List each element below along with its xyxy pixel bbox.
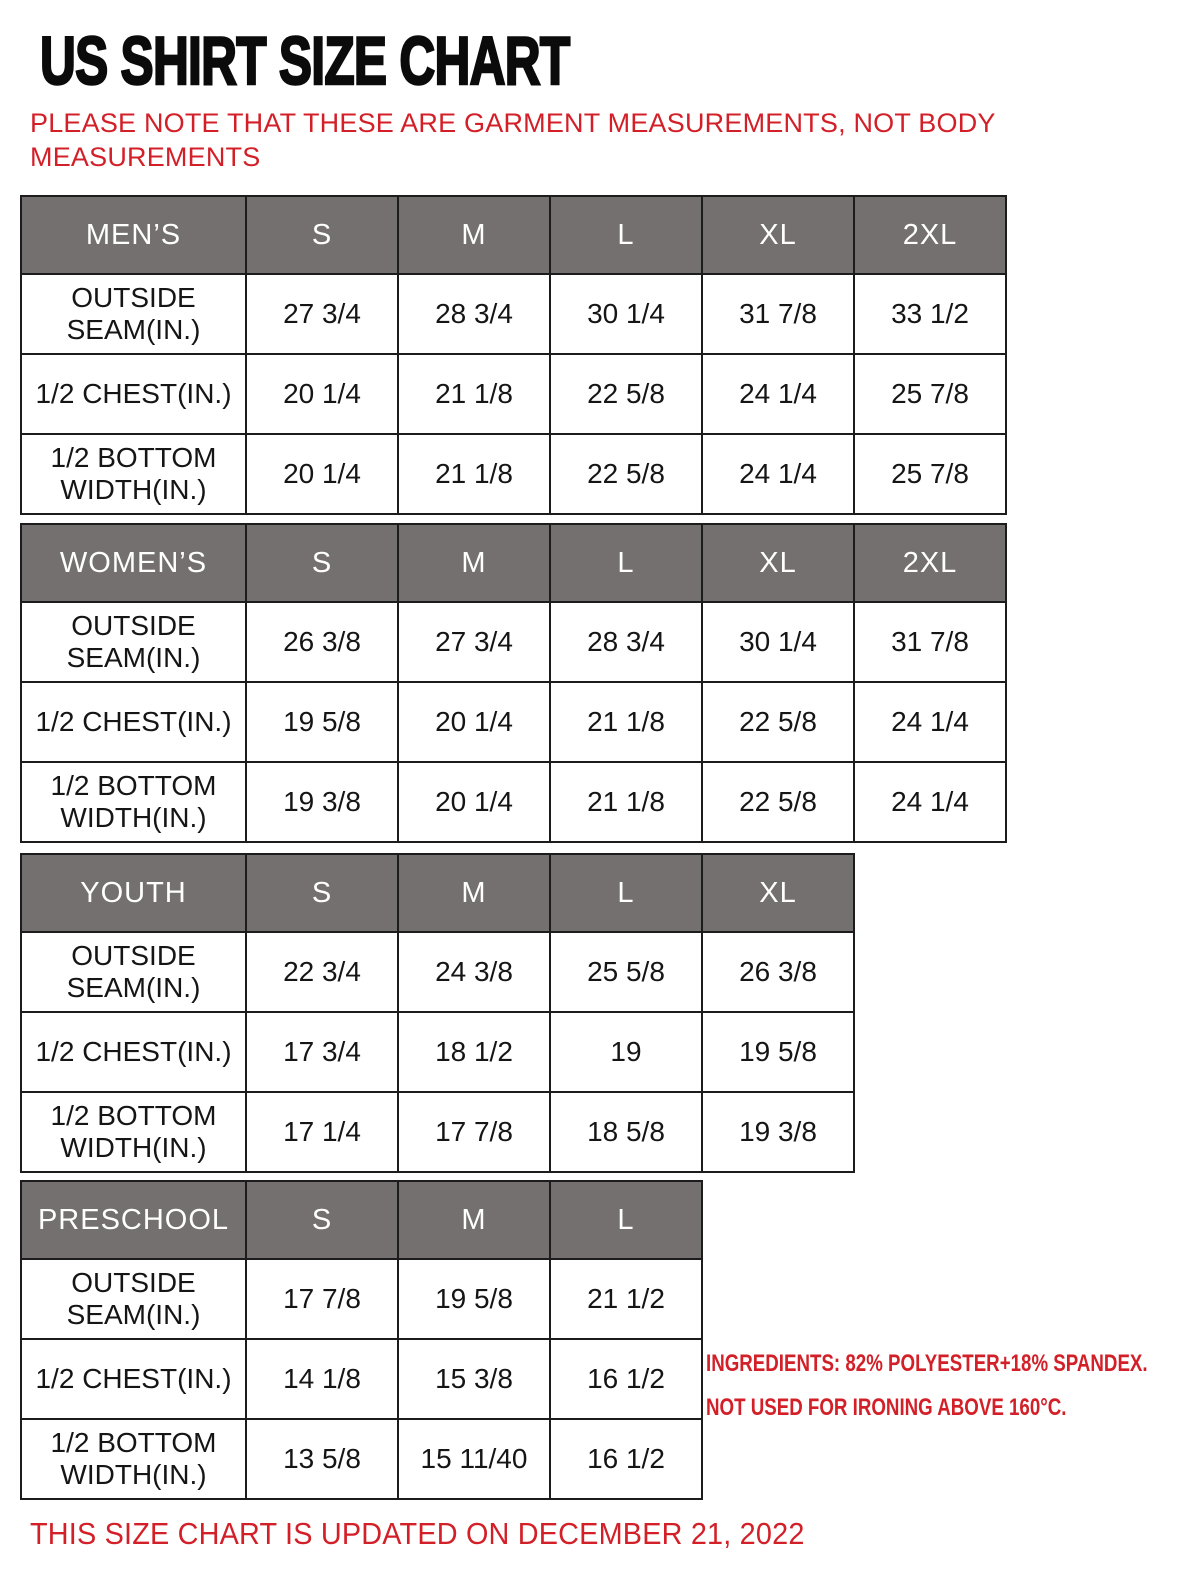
size-value-cell: 33 1/2 <box>854 274 1006 354</box>
size-value-cell: 25 5/8 <box>550 932 702 1012</box>
size-value-cell: 17 3/4 <box>246 1012 398 1092</box>
category-header-cell: PRESCHOOL <box>21 1181 246 1259</box>
row-label-cell: 1/2 BOTTOM WIDTH(IN.) <box>21 1092 246 1172</box>
size-value-cell: 17 7/8 <box>398 1092 550 1172</box>
size-value-cell: 21 1/8 <box>550 762 702 842</box>
table-header-row <box>21 524 1006 602</box>
row-label-cell: OUTSIDE SEAM(IN.) <box>21 274 246 354</box>
size-value-cell: 19 3/8 <box>702 1092 854 1172</box>
size-value-cell: 17 1/4 <box>246 1092 398 1172</box>
table-row <box>21 1419 702 1499</box>
size-header-cell: S <box>246 1181 398 1259</box>
ingredients-line: INGREDIENTS: 82% POLYESTER+18% SPANDEX. <box>706 1350 1148 1377</box>
size-header-cell: L <box>550 1181 702 1259</box>
size-header-cell: M <box>398 854 550 932</box>
category-header-cell: MEN’S <box>21 196 246 274</box>
size-value-cell: 20 1/4 <box>398 682 550 762</box>
update-date-note: THIS SIZE CHART IS UPDATED ON DECEMBER 21, 2022 <box>30 1516 805 1551</box>
size-header-cell: L <box>550 854 702 932</box>
size-value-cell: 24 3/8 <box>398 932 550 1012</box>
table-row <box>21 1092 854 1172</box>
table-row <box>21 682 1006 762</box>
page-title: US SHIRT SIZE CHART <box>40 23 570 99</box>
table-row <box>21 1339 702 1419</box>
size-value-cell: 19 <box>550 1012 702 1092</box>
table-row <box>21 602 1006 682</box>
row-label-cell: 1/2 CHEST(IN.) <box>21 1339 246 1419</box>
size-header-cell: XL <box>702 196 854 274</box>
size-value-cell: 22 5/8 <box>702 682 854 762</box>
size-header-cell: M <box>398 196 550 274</box>
size-value-cell: 24 1/4 <box>854 682 1006 762</box>
size-value-cell: 19 3/8 <box>246 762 398 842</box>
size-value-cell: 18 5/8 <box>550 1092 702 1172</box>
size-value-cell: 15 11/40 <box>398 1419 550 1499</box>
size-value-cell: 26 3/8 <box>246 602 398 682</box>
size-header-cell: M <box>398 1181 550 1259</box>
size-value-cell: 18 1/2 <box>398 1012 550 1092</box>
ironing-warning-line: NOT USED FOR IRONING ABOVE 160°C. <box>706 1394 1067 1421</box>
size-value-cell: 21 1/2 <box>550 1259 702 1339</box>
row-label-cell: OUTSIDE SEAM(IN.) <box>21 932 246 1012</box>
preschool-size-table <box>20 1180 703 1500</box>
row-label-cell: 1/2 CHEST(IN.) <box>21 1012 246 1092</box>
womens-size-table <box>20 523 1007 843</box>
row-label-cell: 1/2 CHEST(IN.) <box>21 354 246 434</box>
size-value-cell: 22 5/8 <box>702 762 854 842</box>
size-value-cell: 20 1/4 <box>246 434 398 514</box>
row-label-cell: OUTSIDE SEAM(IN.) <box>21 1259 246 1339</box>
size-value-cell: 14 1/8 <box>246 1339 398 1419</box>
size-value-cell: 30 1/4 <box>550 274 702 354</box>
size-value-cell: 22 5/8 <box>550 354 702 434</box>
size-header-cell: XL <box>702 524 854 602</box>
size-value-cell: 31 7/8 <box>702 274 854 354</box>
size-value-cell: 20 1/4 <box>398 762 550 842</box>
ingredients-note <box>706 1342 1148 1430</box>
row-label-cell: 1/2 BOTTOM WIDTH(IN.) <box>21 762 246 842</box>
size-header-cell: L <box>550 524 702 602</box>
row-label-cell: 1/2 CHEST(IN.) <box>21 682 246 762</box>
garment-measurements-note: PLEASE NOTE THAT THESE ARE GARMENT MEASUREMENTS, NOT BODY MEASUREMENTS <box>30 108 996 172</box>
size-value-cell: 13 5/8 <box>246 1419 398 1499</box>
size-header-cell: L <box>550 196 702 274</box>
table-row <box>21 1012 854 1092</box>
size-value-cell: 20 1/4 <box>246 354 398 434</box>
size-value-cell: 28 3/4 <box>550 602 702 682</box>
size-value-cell: 24 1/4 <box>702 354 854 434</box>
size-value-cell: 21 1/8 <box>398 434 550 514</box>
size-value-cell: 24 1/4 <box>854 762 1006 842</box>
size-value-cell: 25 7/8 <box>854 354 1006 434</box>
table-header-row <box>21 854 854 932</box>
table-row <box>21 762 1006 842</box>
mens-size-table <box>20 195 1007 515</box>
size-value-cell: 28 3/4 <box>398 274 550 354</box>
youth-size-table <box>20 853 855 1173</box>
size-value-cell: 17 7/8 <box>246 1259 398 1339</box>
category-header-cell: WOMEN’S <box>21 524 246 602</box>
table-row <box>21 932 854 1012</box>
size-value-cell: 16 1/2 <box>550 1339 702 1419</box>
table-row <box>21 354 1006 434</box>
table-row <box>21 274 1006 354</box>
category-header-cell: YOUTH <box>21 854 246 932</box>
size-value-cell: 31 7/8 <box>854 602 1006 682</box>
size-value-cell: 30 1/4 <box>702 602 854 682</box>
size-value-cell: 15 3/8 <box>398 1339 550 1419</box>
size-value-cell: 19 5/8 <box>702 1012 854 1092</box>
size-value-cell: 19 5/8 <box>398 1259 550 1339</box>
size-value-cell: 24 1/4 <box>702 434 854 514</box>
table-header-row <box>21 196 1006 274</box>
size-value-cell: 22 3/4 <box>246 932 398 1012</box>
row-label-cell: 1/2 BOTTOM WIDTH(IN.) <box>21 434 246 514</box>
size-value-cell: 21 1/8 <box>550 682 702 762</box>
size-value-cell: 22 5/8 <box>550 434 702 514</box>
size-value-cell: 26 3/8 <box>702 932 854 1012</box>
size-header-cell: 2XL <box>854 524 1006 602</box>
size-header-cell: 2XL <box>854 196 1006 274</box>
size-value-cell: 19 5/8 <box>246 682 398 762</box>
row-label-cell: 1/2 BOTTOM WIDTH(IN.) <box>21 1419 246 1499</box>
table-row <box>21 1259 702 1339</box>
table-header-row <box>21 1181 702 1259</box>
size-header-cell: S <box>246 196 398 274</box>
table-row <box>21 434 1006 514</box>
size-header-cell: XL <box>702 854 854 932</box>
row-label-cell: OUTSIDE SEAM(IN.) <box>21 602 246 682</box>
size-header-cell: M <box>398 524 550 602</box>
size-value-cell: 25 7/8 <box>854 434 1006 514</box>
size-value-cell: 16 1/2 <box>550 1419 702 1499</box>
size-header-cell: S <box>246 524 398 602</box>
size-value-cell: 27 3/4 <box>398 602 550 682</box>
size-value-cell: 21 1/8 <box>398 354 550 434</box>
size-value-cell: 27 3/4 <box>246 274 398 354</box>
size-header-cell: S <box>246 854 398 932</box>
